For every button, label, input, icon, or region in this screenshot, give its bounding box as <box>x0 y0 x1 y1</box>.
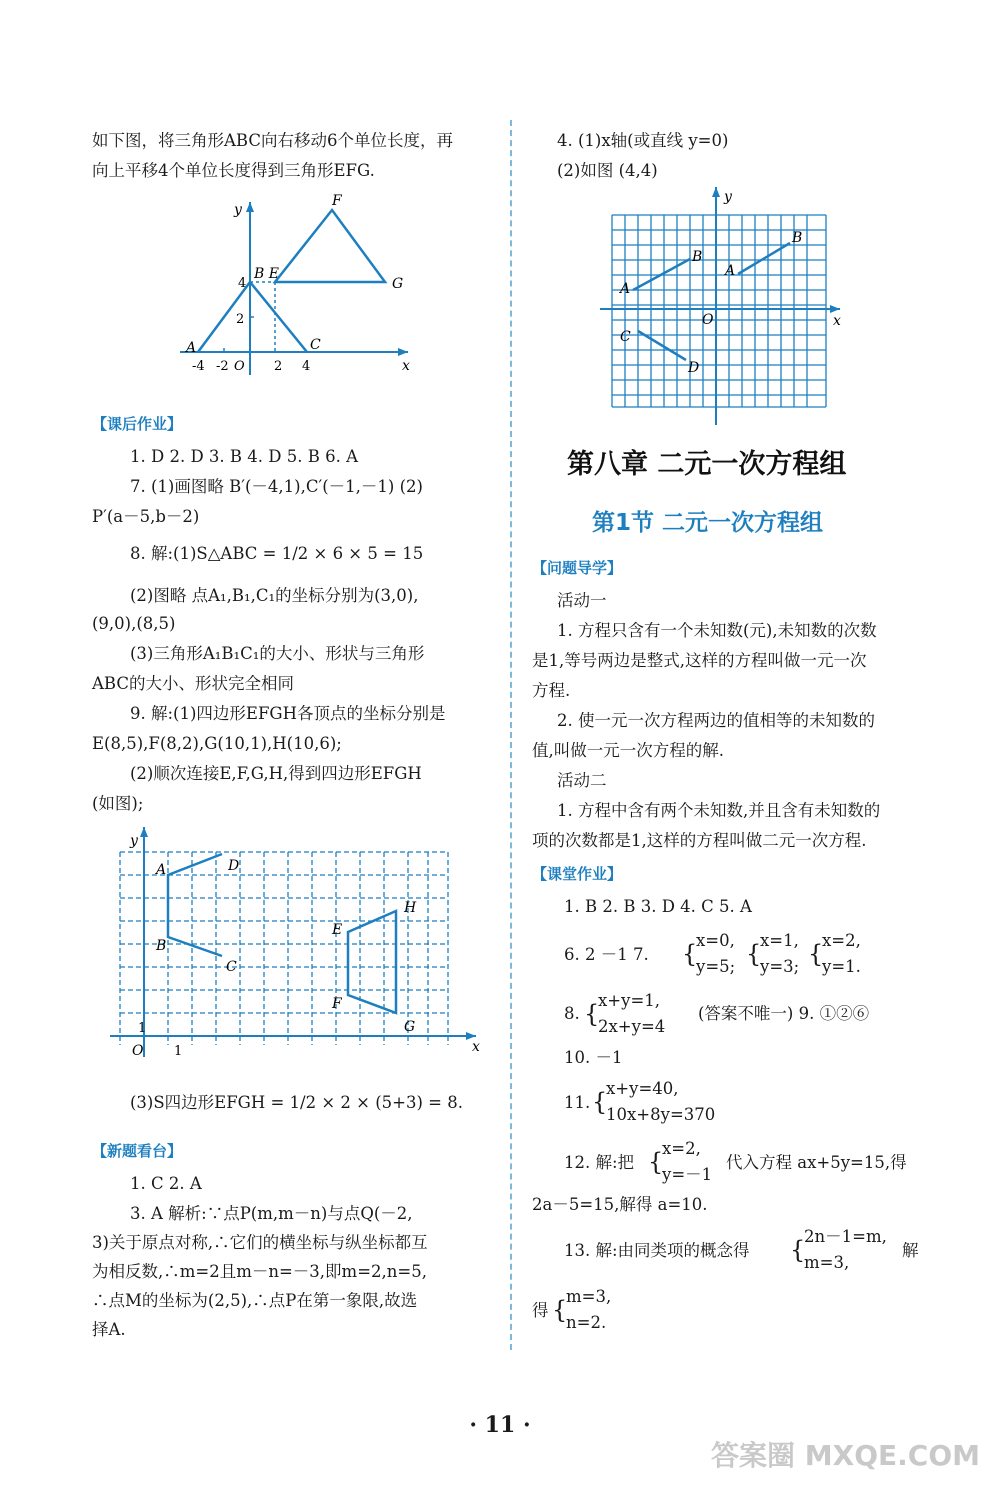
label-d: D <box>228 858 240 874</box>
label-f: F <box>332 996 342 1012</box>
answer-line: 8. <box>564 1004 580 1023</box>
column-divider <box>510 120 512 1350</box>
answer-line: E(8,5),F(8,2),G(10,1),H(10,6); <box>92 734 342 753</box>
label-x: x <box>402 358 410 374</box>
system-line: x=2, <box>822 931 861 950</box>
system-line: 2n－1=m, <box>804 1227 887 1246</box>
intro-line: 如下图，将三角形ABC向右移动6个单位长度，再 <box>92 131 453 150</box>
answer-line: 1. C 2. A <box>130 1174 202 1193</box>
label-a: A <box>186 340 197 356</box>
answer-line: 2a－5=15,解得 a=10. <box>532 1195 708 1214</box>
label-b: B <box>156 938 167 954</box>
segment-ab-right <box>738 243 790 274</box>
answer-line: 为相反数,∴m=2且m－n=－3,即m=2,n=5, <box>92 1262 427 1281</box>
answer-line: 是1,等号两边是整式,这样的方程叫做一元一次 <box>532 651 867 670</box>
answer-line: P′(a－5,b－2) <box>92 507 200 526</box>
system-line: m=3, <box>804 1253 850 1272</box>
answer-line: (2)顺次连接E,F,G,H,得到四边形EFGH <box>130 764 422 783</box>
answer-line: 方程. <box>532 681 571 700</box>
answer-line: 10. －1 <box>564 1048 623 1067</box>
watermark: 答案圈 MXQE.COM <box>711 1439 980 1472</box>
answer-line: 得 <box>532 1301 549 1320</box>
section-label-class: 【课堂作业】 <box>532 865 623 883</box>
tick-x4: 4 <box>302 359 311 374</box>
answer-line: 8. 解:(1)S△ABC = 1/2 × 6 × 5 = 15 <box>130 544 424 563</box>
label-a: A <box>156 862 167 878</box>
answer-line: 13. 解:由同类项的概念得 <box>564 1241 750 1260</box>
label-a: A <box>620 281 631 297</box>
section-label-new: 【新题看台】 <box>92 1142 183 1160</box>
answer-line: 7. (1)画图略 B′(－4,1),C′(－1,－1) (2) <box>130 477 423 496</box>
tick-y4: 4 <box>238 276 247 291</box>
system-line: y=3; <box>760 957 800 976</box>
answer-line: 12. 解:把 <box>564 1153 635 1172</box>
label-b: B <box>792 230 803 246</box>
tick-x2: 2 <box>274 359 283 374</box>
label-x: x <box>472 1039 480 1055</box>
tick-xn4: -4 <box>192 359 205 374</box>
answer-line: (答案不唯一) 9. ①②⑥ <box>698 1004 870 1023</box>
answer-line: (2)图略 点A₁,B₁,C₁的坐标分别为(3,0), <box>130 586 419 605</box>
origin-label: O <box>702 312 714 328</box>
label-g: G <box>404 1019 416 1035</box>
y-arrow <box>246 202 254 212</box>
system-line: 2x+y=4 <box>598 1017 666 1036</box>
answer-line: 择A. <box>92 1320 126 1339</box>
answer-line: 1. 方程只含有一个未知数(元),未知数的次数 <box>557 621 877 640</box>
system-line: x+y=1, <box>598 991 661 1010</box>
answer-line: 1. D 2. D 3. B 4. D 5. B 6. A <box>130 447 359 466</box>
answer-line: 值,叫做一元一次方程的解. <box>532 741 724 760</box>
label-c: C <box>226 959 237 975</box>
page-number: · 11 · <box>469 1412 531 1438</box>
figure-coordinate-grid <box>600 185 850 430</box>
answer-line: ∴点M的坐标为(2,5),∴点P在第一象限,故选 <box>92 1291 418 1310</box>
system-line: n=2. <box>566 1313 607 1332</box>
answer-line: (9,0),(8,5) <box>92 614 176 633</box>
system-line: y=5; <box>696 957 736 976</box>
answer-line: 1. B 2. B 3. D 4. C 5. A <box>564 897 752 916</box>
quadrilateral-efgh <box>348 911 396 1013</box>
tick-x1: 1 <box>174 1044 183 1059</box>
label-b: B <box>692 249 703 265</box>
answer-line: 3)关于原点对称,∴它们的横坐标与纵坐标都互 <box>92 1233 428 1252</box>
label-y: y <box>724 189 732 205</box>
answer-line: 2. 使一元一次方程两边的值相等的未知数的 <box>557 711 875 730</box>
section-label-guide: 【问题导学】 <box>532 559 623 577</box>
label-g: G <box>392 276 404 292</box>
label-d: D <box>688 360 700 376</box>
x-arrow <box>398 348 408 356</box>
intro-line: 向上平移4个单位长度得到三角形EFG. <box>92 161 375 180</box>
label-a: A <box>725 263 736 279</box>
label-e: E <box>332 922 343 938</box>
activity-label: 活动一 <box>557 591 607 610</box>
answer-line: 代入方程 ax+5y=15,得 <box>726 1153 907 1172</box>
system-line: x+y=40, <box>606 1079 679 1098</box>
system-line: 10x+8y=370 <box>606 1105 716 1124</box>
answer-line: (3)S四边形EFGH = 1/2 × 2 × (5+3) = 8. <box>130 1093 463 1112</box>
system-line: x=1, <box>760 931 799 950</box>
answer-line: 项的次数都是1,这样的方程叫做二元一次方程. <box>532 831 867 850</box>
label-x: x <box>833 313 841 329</box>
answer-line: (2)如图 (4,4) <box>557 161 658 180</box>
origin-label: O <box>234 359 245 374</box>
answer-line: 6. 2 －1 7. <box>564 945 649 964</box>
label-y: y <box>234 202 242 218</box>
activity-label: 活动二 <box>557 771 607 790</box>
system-line: x=2, <box>662 1139 701 1158</box>
tick-y2: 2 <box>236 312 245 327</box>
system-line: y=－1 <box>662 1165 713 1184</box>
section-label-homework: 【课后作业】 <box>92 415 183 433</box>
answer-line: ABC的大小、形状完全相同 <box>92 674 294 693</box>
answer-line: (3)三角形A₁B₁C₁的大小、形状与三角形 <box>130 644 425 663</box>
origin-label: O <box>132 1043 144 1059</box>
label-c: C <box>310 337 321 353</box>
triangle-efg <box>275 210 385 282</box>
chapter-title: 第八章 二元一次方程组 <box>567 449 847 480</box>
answer-line: 1. 方程中含有两个未知数,并且含有未知数的 <box>557 801 881 820</box>
tick-y1: 1 <box>138 1021 147 1036</box>
answer-line: 11. <box>564 1093 591 1112</box>
system-line: x=0, <box>696 931 735 950</box>
label-h: H <box>404 900 417 916</box>
answer-line: 3. A 解析:∵点P(m,m－n)与点Q(－2, <box>130 1204 413 1223</box>
label-be: B E <box>254 266 279 282</box>
figure-abcd <box>168 854 222 956</box>
label-c: C <box>620 329 631 345</box>
label-y: y <box>130 833 138 849</box>
tick-xn2: -2 <box>216 359 229 374</box>
system-line: m=3, <box>566 1287 612 1306</box>
section-title: 第1节 二元一次方程组 <box>592 510 824 536</box>
label-f: F <box>332 193 342 209</box>
answer-line: (如图); <box>92 794 144 813</box>
system-line: y=1. <box>822 957 861 976</box>
answer-line: 9. 解:(1)四边形EFGH各顶点的坐标分别是 <box>130 704 446 723</box>
figure-quadrilateral-efgh <box>108 825 488 1065</box>
answer-line: 4. (1)x轴(或直线 y=0) <box>557 131 729 150</box>
answer-line: 解 <box>902 1241 919 1260</box>
figure-triangle-translation <box>170 190 420 380</box>
